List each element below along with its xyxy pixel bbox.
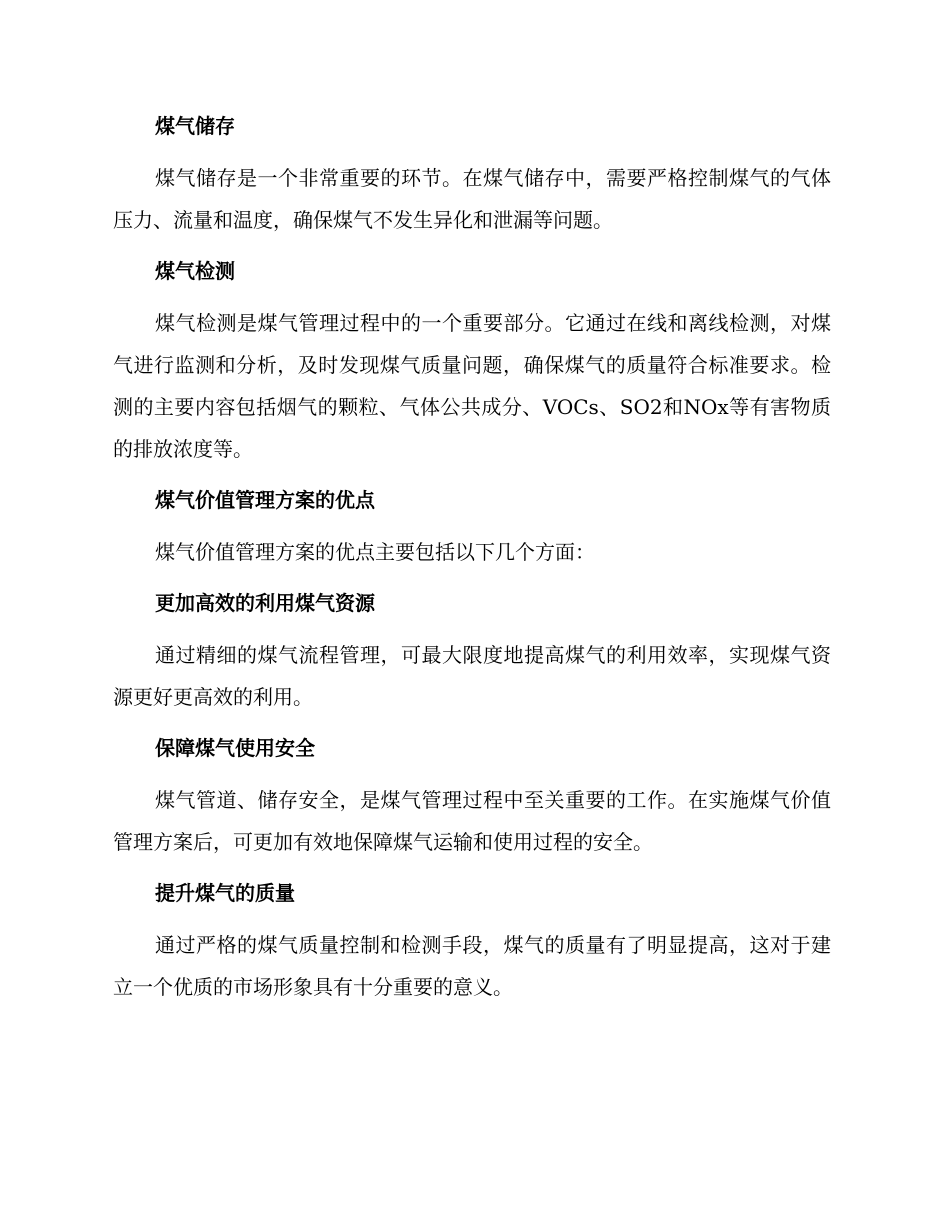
section-heading: 保障煤气使用安全 <box>155 736 315 760</box>
section-paragraph: 通过精细的煤气流程管理，可最大限度地提高煤气的利用效率，实现煤气资源更好更高效的利用。 <box>113 643 831 709</box>
section-heading: 煤气储存 <box>155 114 235 138</box>
section-heading: 提升煤气的质量 <box>155 881 295 905</box>
section-safety <box>113 728 831 863</box>
document-page <box>113 106 831 1018</box>
section-paragraph: 通过严格的煤气质量控制和检测手段，煤气的质量有了明显提高，这对于建立一个优质的市场形象具有十分重要的意义。 <box>113 933 831 999</box>
section-heading: 煤气价值管理方案的优点 <box>155 488 375 512</box>
section-heading: 更加高效的利用煤气资源 <box>155 591 375 615</box>
section-efficient-use <box>113 583 831 718</box>
section-gas-storage <box>113 106 831 241</box>
section-paragraph: 煤气检测是煤气管理过程中的一个重要部分。它通过在线和离线检测，对煤气进行监测和分析，及时发现煤气质量问题，确保煤气的质量符合标准要求。检测的主要内容包括烟气的颗粒、气体公共成分、VOCs、SO2和NOx等有害物质的排放浓度等。 <box>113 311 831 461</box>
section-heading: 煤气检测 <box>155 259 235 283</box>
section-paragraph: 煤气储存是一个非常重要的环节。在煤气储存中，需要严格控制煤气的气体压力、流量和温度，确保煤气不发生异化和泄漏等问题。 <box>113 166 831 232</box>
section-paragraph: 煤气管道、储存安全，是煤气管理过程中至关重要的工作。在实施煤气价值管理方案后，可更加有效地保障煤气运输和使用过程的安全。 <box>113 788 831 854</box>
section-gas-detection <box>113 251 831 470</box>
section-paragraph: 煤气价值管理方案的优点主要包括以下几个方面： <box>155 540 595 564</box>
section-plan-advantages <box>113 480 831 573</box>
section-quality <box>113 873 831 1008</box>
